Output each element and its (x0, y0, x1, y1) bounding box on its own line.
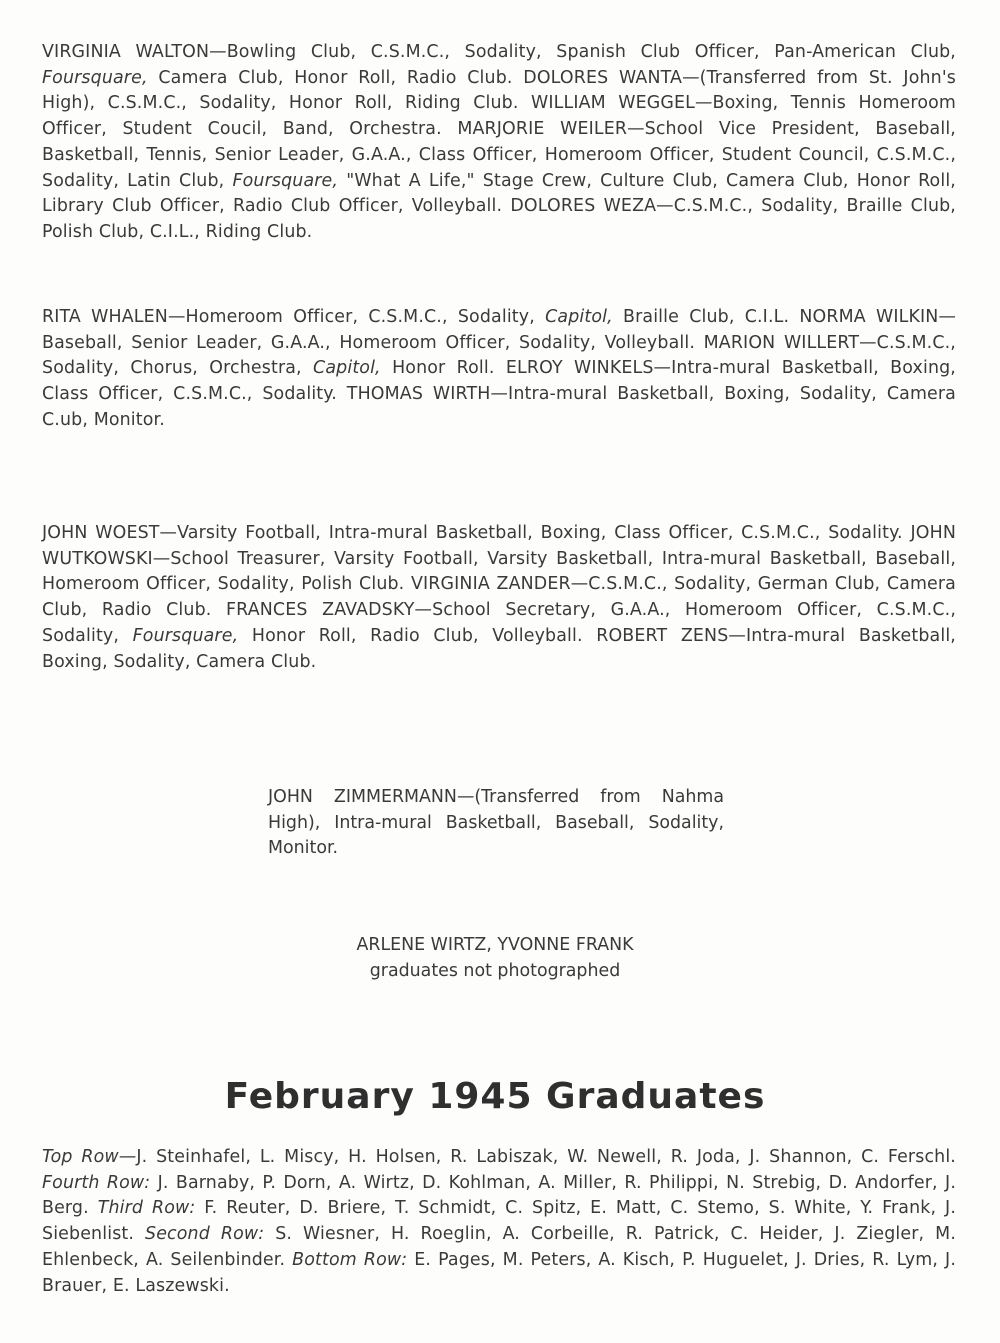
activities-text: Honor Roll. ELROY WINKELS—Intra-mural Basketball, Boxing, Class Officer, C.S.M.C., Sodality. THOMAS WIRTH—Intra-mural Basketball, Boxing, Sodality, Camera C.ub, Monitor. (42, 358, 956, 430)
row-names: F. Reuter, D. Briere, T. Schmidt, C. Spitz, E. Matt, C. Stemo, S. White, Y. Frank, J. Siebenlist. (42, 1198, 956, 1245)
not-photographed-names: ARLENE WIRTZ, YVONNE FRANK (356, 935, 634, 955)
row-label: Bottom Row: (292, 1249, 408, 1270)
row-names: E. Pages, M. Peters, A. Kisch, P. Huguelet, J. Dries, R. Lym, J. Brauer, E. Laszewski. (42, 1249, 956, 1296)
row-label: Fourth Row: (42, 1172, 151, 1193)
section-heading: February 1945 Graduates (224, 1076, 766, 1117)
activities-text: Camera Club, Honor Roll, Radio Club. DOLORES WANTA—(Transferred from St. John's High), C.S.M.C., Sodality, Honor Roll, Riding Club. WILLIAM WEGGEL—Boxing, Tennis Homeroom Officer, Student Coucil, Band, Orchestra. MARJORIE WEILER—School Vice President, Baseball, Basketball, Tennis, Senior Leader, G.A.A., Class Officer, Homeroom Officer, Student Council, C.S.M.C., Sodality, Latin Club, (42, 67, 956, 191)
senior-activities-paragraph-1 (42, 40, 956, 246)
zimmermann-entry: JOHN ZIMMERMANN—(Transferred from Nahma High), Intra-mural Basketball, Baseball, Sodality, Monitor. (268, 787, 724, 859)
activities-text: VIRGINIA WALTON—Bowling Club, C.S.M.C., Sodality, Spanish Club Officer, Pan-American Club, (42, 42, 956, 62)
row-names: S. Wiesner, H. Roeglin, A. Corbeille, R. Patrick, C. Heider, J. Ziegler, M. Ehlenbeck, A. Seilenbinder. (42, 1224, 957, 1270)
activities-text: RITA WHALEN—Homeroom Officer, C.S.M.C., Sodality, (42, 307, 546, 327)
row-label: Second Row: (145, 1224, 265, 1245)
row-label: Top Row (42, 1147, 119, 1167)
row-names: J. Barnaby, P. Dorn, A. Wirtz, D. Kohlman, A. Miller, R. Philippi, N. Strebig, D. Andorfer, J. Berg. (42, 1172, 956, 1219)
activities-text: "What A Life," Stage Crew, Culture Club, Camera Club, Honor Roll, Library Club Officer, Radio Club Officer, Volleyball. DOLORES WEZA—C.S.M.C., Sodality, Braille Club, Polish Club, C.I.L., Riding Club. (42, 170, 956, 242)
publication-name: Capitol, (313, 358, 381, 379)
activities-text: JOHN WOEST—Varsity Football, Intra-mural Basketball, Boxing, Class Officer, C.S.M.C., Sodality. JOHN WUTKOWSKI—School Treasurer, Varsity Football, Varsity Basketball, Intra-mural Basketball, Baseball, Homeroom Officer, Sodality, Polish Club. VIRGINIA ZANDER—C.S.M.C., Sodality, German Club, Camera Club, Radio Club. FRANCES ZAVADSKY—School Secretary, G.A.A., Homeroom Officer, C.S.M.C., Sodality, (42, 523, 956, 646)
photo-caption (42, 1145, 956, 1299)
publication-name: Foursquare, (132, 625, 239, 646)
publication-name: Capitol, (545, 307, 613, 327)
row-names: —J. Steinhafel, L. Miscy, H. Holsen, R. Labiszak, W. Newell, R. Joda, J. Shannon, C. Ferschl. (118, 1147, 956, 1167)
publication-name: Foursquare, (42, 67, 148, 88)
senior-activities-paragraph-2 (42, 305, 956, 434)
not-photographed-caption: graduates not photographed (369, 961, 621, 981)
row-label: Third Row: (97, 1198, 196, 1219)
activities-text: Braille Club, C.I.L. NORMA WILKIN—Baseball, Senior Leader, G.A.A., Homeroom Officer, Sodality, Volleyball. MARION WILLERT—C.S.M.C., Sodality, Chorus, Orchestra, (42, 307, 956, 379)
publication-name: Foursquare, (232, 170, 339, 191)
activities-text: Honor Roll, Radio Club, Volleyball. ROBERT ZENS—Intra-mural Basketball, Boxing, Sodality, Camera Club. (42, 625, 956, 672)
senior-activities-paragraph-3 (42, 521, 956, 675)
not-photographed-note (270, 932, 720, 984)
